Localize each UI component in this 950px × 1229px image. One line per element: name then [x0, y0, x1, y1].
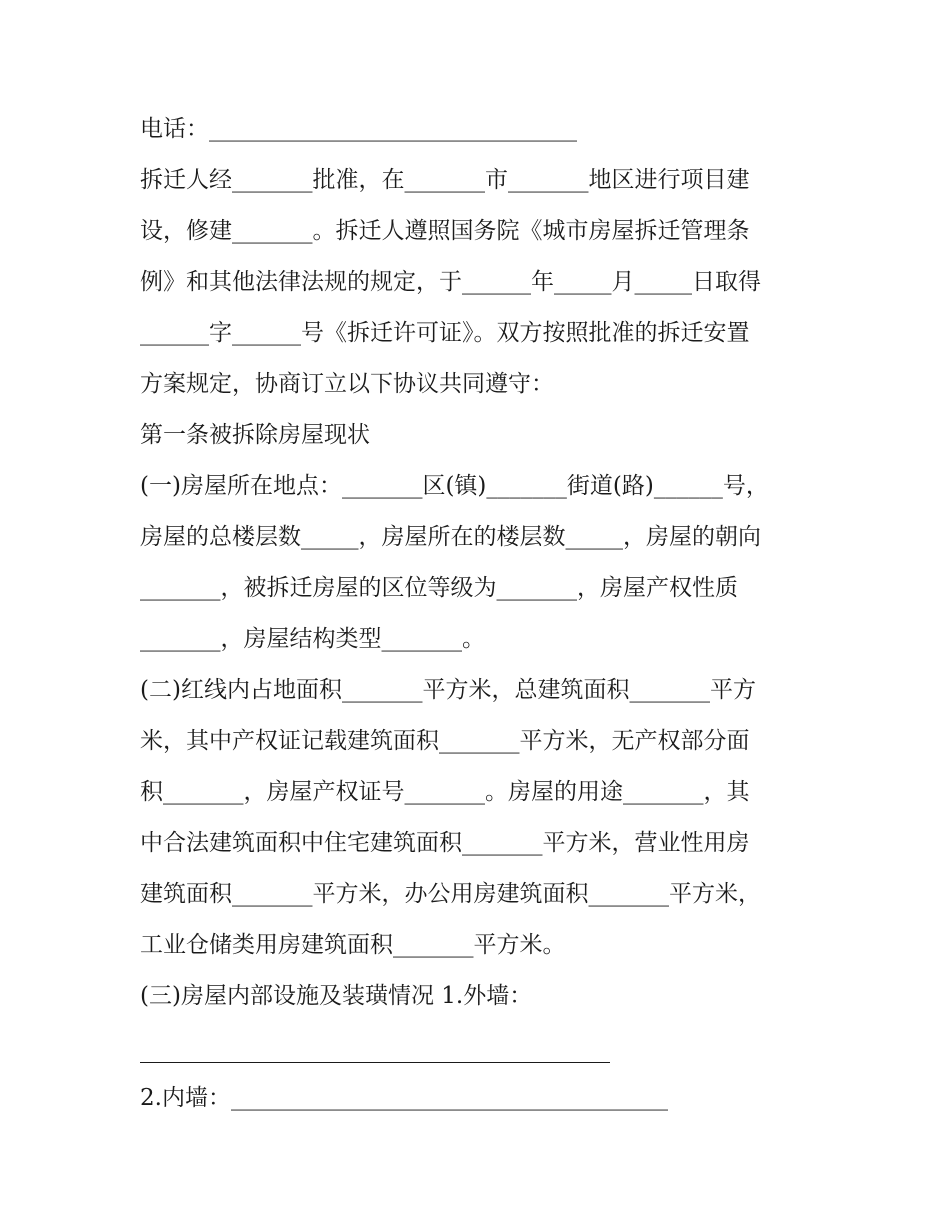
section-line: 工业仓储类用房建筑面积_______平方米。	[140, 932, 566, 958]
blank-fill-line	[140, 1022, 810, 1073]
phone-line: 电话：________________________________	[140, 116, 577, 142]
section-line: (一)房屋所在地点：_______区(镇)_______街道(路)______号，	[140, 473, 769, 499]
inner-wall-line: 2.内墙：______________________________________	[140, 1085, 668, 1111]
paragraph-line: 方案规定，协商订立以下协议共同遵守：	[140, 371, 554, 397]
paragraph-line: ______字______号《拆迁许可证》。双方按照批准的拆迁安置	[140, 320, 750, 346]
section-line: 积_______，房屋产权证号_______。房屋的用途_______，其	[140, 779, 750, 805]
paragraph-line: 设，修建_______。拆迁人遵照国务院《城市房屋拆迁管理条	[140, 218, 750, 244]
paragraph-line: 例》和其他法律法规的规定，于______年_____月_____日取得	[140, 269, 761, 295]
document-body	[140, 104, 810, 1124]
section-line: _______，房屋结构类型_______。	[140, 626, 485, 652]
section-line: (二)红线内占地面积_______平方米，总建筑面积_______平方	[140, 677, 756, 703]
section-line: 米，其中产权证记载建筑面积_______平方米，无产权部分面	[140, 728, 750, 754]
section-line: 建筑面积_______平方米，办公用房建筑面积_______平方米，	[140, 881, 761, 907]
section-line: 中合法建筑面积中住宅建筑面积_______平方米，营业性用房	[140, 830, 750, 856]
section-line: _______，被拆迁房屋的区位等级为_______，房屋产权性质	[140, 575, 738, 601]
section-line: 房屋的总楼层数_____，房屋所在的楼层数_____，房屋的朝向	[140, 524, 761, 550]
fill-underline	[140, 1062, 610, 1063]
section-line: (三)房屋内部设施及装璜情况 1.外墙：	[140, 983, 533, 1009]
article-heading: 第一条被拆除房屋现状	[140, 422, 370, 448]
paragraph-line: 拆迁人经_______批准，在_______市_______地区进行项目建	[140, 167, 750, 193]
